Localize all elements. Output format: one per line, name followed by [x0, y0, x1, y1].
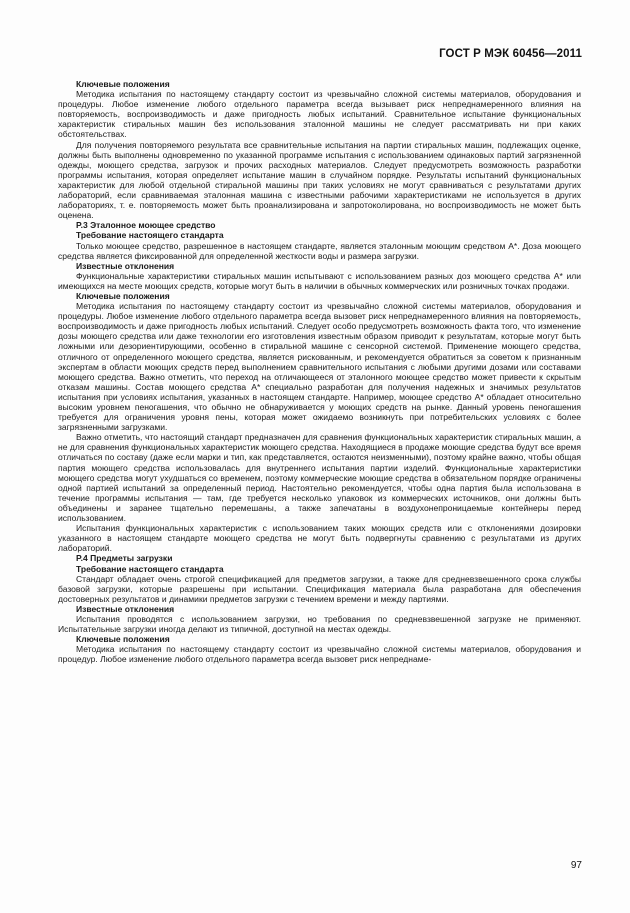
section-heading: Требование настоящего стандарта [76, 563, 224, 574]
paragraph: Функциональные характеристики стиральных машин испытывают с использованием разных доз моющего средства А* или имеющихся на месте моющих средств, которые могут быть в наличии в обычных коммерческих или розничных точках продажи. [58, 270, 581, 291]
paragraph: Испытания функциональных характеристик с использованием таких моющих средств или с отклонениями дозировки указанного в настоящем стандарте моющего средства не могут быть подвергнуты сравнению с результатами из других лабораторий. [58, 523, 581, 554]
section-heading: Ключевые положения [76, 79, 170, 89]
paragraph: Методика испытания по настоящему стандарту состоит из чрезвычайно сложной системы материалов, оборудования и процедуры. Любое изменение любого отдельного параметра всегда вызывает риск непреднамеренного влияния на повторяемость, воспроизводимость и даже пригодность любых испытаний. Сравнительное испытание функциональных характеристик стиральных машин без использования эталонной машины не следует рассматривать ни при каких обстоятельствах. [58, 89, 581, 140]
section-heading: Ключевые положения [76, 290, 170, 301]
paragraph: Важно отметить, что настоящий стандарт предназначен для сравнения функциональных характеристик стиральных машин, а не для сравнения функциональных характеристик моющего средства. Находящиеся в продаже моющие средства будут все время отличаться по составу (даже если марки и тип, как представляется, остаются неизменными), поэтому крайне важно, чтобы общая партия моющего средства использовалась для внутреннего испытания партии изделий. Функциональные характеристики моющего средства могут ухудшаться со временем, поэтому коммерческие моющие средства в обязательном порядке ограничены одной партией испытаний за определенный период. Настоятельно рекомендуется, чтобы одна партия была использована в течение программы испытания — там, где требуется несколько упаковок из коммерческих источников, они должны быть объединены и заранее тщательно перемешаны, а также запечатаны в воздухонепроницаемые контейнеры перед использованием. [58, 432, 581, 524]
paragraph: Только моющее средство, разрешенное в настоящем стандарте, является эталонным моющим средством А*. Доза моющего средства является фиксированной для определенной жесткости воды и размера загрузки. [58, 240, 581, 261]
section-heading: P.4 Предметы загрузки [76, 553, 173, 564]
section-heading: Требование настоящего стандарта [76, 230, 224, 241]
section-heading: Известные отклонения [76, 603, 175, 614]
page-body [58, 79, 581, 664]
section-heading: Известные отклонения [76, 260, 175, 271]
section-heading: Ключевые положения [76, 634, 170, 645]
standard-header: ГОСТ Р МЭК 60456—2011 [439, 48, 582, 60]
page-number: 97 [570, 860, 582, 871]
paragraph: Стандарт обладает очень строгой спецификацией для предметов загрузки, а также для средневзвешенного срока службы базовой загрузки, которые разрешены при испытании. Спецификация материала была разработана для обеспечения достоверных результатов и динамики предметов загрузки с течением времени и между партиями. [58, 573, 581, 604]
paragraph: Методика испытания по настоящему стандарту состоит из чрезвычайно сложной системы материалов, оборудования и процедур. Любое изменение любого отдельного параметра всегда вызовет риск непреднаме- [58, 644, 581, 665]
paragraph: Методика испытания по настоящему стандарту состоит из чрезвычайно сложной системы материалов, оборудования и процедуры. Любое изменение любого отдельного параметра всегда вызовет риск непреднамеренного влияния на повторяемость, воспроизводимость и даже пригодность любых испытаний. Следует особо предусмотреть возможность факта того, что изменение дозы моющего средства или даже технологии его изготовления известным образом приводит к результатам, которые могут быть ложными или дезориентирующими, особенно в стиральной машине с сенсорной системой. Применение моющего средства, отличного от определенного моющего средства, является рискованным, и рекомендуется обратиться за советом к признанным экспертам в области моющих средств перед выполнением сравнительного испытания с любыми другими дозами или составами моющего средства. Важно отметить, что переход на отличающееся от эталонного моющее средство может привести к скрытым отказам машины. Состав моющего средства А* специально разработан для получения надежных и значимых результатов испытания при условиях испытания, указанных в настоящем стандарте. Например, моющее средство А* обладает относительно высоким уровнем пеногашения, что обычно не обнаруживается у моющих средств на рынке. Данный уровень пеногашения требуется для ограничения уровня пены, которая может ожидаемо возникнуть при потребительских условиях с более загрязненными загрузками. [58, 301, 581, 433]
section-heading: P.3 Эталонное моющее средство [76, 220, 216, 231]
paragraph: Для получения повторяемого результата все сравнительные испытания на партии стиральных машин, подлежащих оценке, должны быть выполнены одновременно по указанной программе испытания с использованием одинаковых партий загрязненной одежды, моющего средства, загрузок и прочих расходных материалов. Следует предусмотреть возможность разработки программы испытания, которая определяет испытание машин в случайном порядке. Результаты испытаний функциональных характеристик для любой отдельной стиральной машины при таких условиях не могут сравниваться с результатами других лабораторий, если сравниваемая эталонная машина с известными рабочими характеристиками не используется в других лабораториях, т. е. повторяемость может быть проанализирована и запротоколирована, но воспроизводимость не может быть оценена. [58, 139, 581, 221]
paragraph: Испытания проводятся с использованием загрузки, но требования по средневзвешенной загрузке не применяют. Испытательные загрузки иногда делают из типичной, доступной на местах одежды. [58, 613, 581, 635]
